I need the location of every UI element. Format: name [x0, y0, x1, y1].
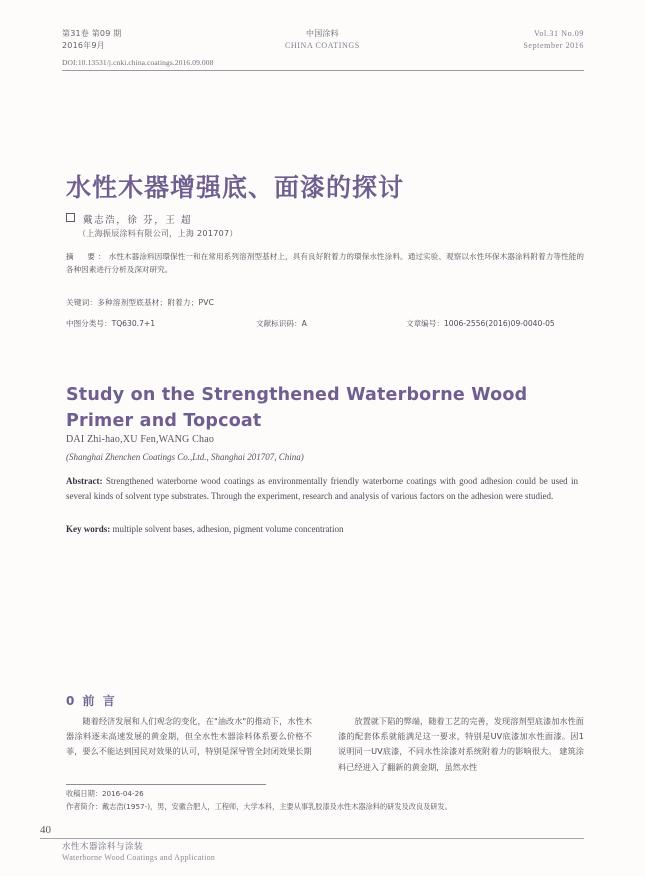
abstract-cn-text: 水性木器涂料因環保性一和在常用系列溶剂型基材上，具有良好附着力的環保水性涂料。通过实验、观察以水性环保木器涂料附着力等性能的各种因素进行分析及深对研究。: [66, 252, 584, 275]
footer-section-en: Waterborne Wood Coatings and Application: [62, 853, 216, 862]
running-head: [62, 28, 584, 71]
article-id: [406, 318, 584, 329]
footer-divider: [40, 838, 584, 839]
volume-issue-en: Vol.31 No.09: [534, 29, 584, 38]
document-code-value: A: [301, 319, 307, 328]
section-title: 前 言: [82, 694, 117, 708]
footer-section-cn: 水性木器涂料与涂装: [62, 842, 144, 852]
author-bio: 作者简介：戴志浩(1957-)，男，安徽合肥人，工程师，大学本科，主要从事乳胶漆及水性木器涂料的研发及改良及研发。: [66, 801, 452, 811]
issue-date-en: September 2016: [523, 41, 584, 51]
affiliation-en: (Shanghai Zhenchen Coatings Co.,Ltd., Shanghai 201707, China): [66, 452, 304, 462]
clc-number: [66, 318, 256, 329]
article-id-label: 文章编号：: [406, 319, 444, 328]
article-title-en: Study on the Strengthened Waterborne Wood Primer and Topcoat: [66, 385, 528, 432]
running-head-center: [285, 28, 360, 53]
body-column-right: [338, 714, 584, 775]
affiliation-cn: （上海振辰涂料有限公司，上海 201707）: [78, 229, 238, 238]
document-code: [256, 318, 406, 329]
abstract-en-text: Strengthened waterborne wood coatings as environmentally friendly waterborne coatings with good adhesion could be used in several kinds of solvent type substrates. Through the experiment, research and analysis of various factors on the adhesion were studied.: [66, 476, 578, 501]
authors-cn: [66, 212, 192, 226]
article-id-value: 1006-2556(2016)09-0040-05: [443, 319, 555, 328]
body-column-left: [66, 714, 312, 775]
journal-name-en: CHINA COATINGS: [284, 41, 360, 51]
journal-name-cn: 中国涂料: [306, 29, 339, 38]
section-number: 0: [66, 694, 77, 708]
square-bullet-icon: [66, 213, 75, 222]
section-heading: [66, 692, 117, 709]
article-title-cn: 水性木器增强底、面漆的探讨: [66, 173, 405, 202]
keywords-cn-label: 关键词：: [66, 298, 98, 307]
volume-issue: 第31卷 第09 期: [62, 29, 122, 38]
header-divider: [62, 70, 584, 71]
keywords-en-label: Key words:: [66, 524, 111, 534]
body-columns: [66, 714, 584, 775]
keywords-cn: [66, 297, 584, 308]
authors-cn-text: 戴志浩，徐 芬，王 超: [83, 215, 193, 226]
page-number: 40: [40, 824, 51, 836]
abstract-en-label: Abstract:: [66, 476, 103, 486]
body-paragraph: 放置就下陷的弊端，随着工艺的完善，发现溶剂型底漆加水性面漆的配套体系就能满足这一要求，特别是UV底漆加水性面漆。因1说明同一UV底漆，不同水性涂漆对系统附着力的影响很大。 建筑涂料已经进入了翻新的黄金期，虽然水性: [338, 716, 584, 772]
running-head-left: [62, 28, 121, 53]
body-paragraph: 随着经济发展和人们观念的变化，在"油改水"的推动下，水性木器涂料逐未高速发展的黄金期，但全水性木器涂料体系要么价格不菲，要么不能达到国民对效果的认可，特别是深导管全封闭效果长期: [66, 716, 312, 757]
footnote-divider: [66, 784, 266, 785]
abstract-cn: [66, 250, 584, 276]
authors-en: DAI Zhi-hao,XU Fen,WANG Chao: [66, 434, 215, 445]
keywords-cn-text: 多种溶剂型底基材；附着力；PVC: [97, 298, 215, 307]
received-date: 收稿日期：2016-04-26: [66, 789, 144, 798]
clc-value: TQ630.7+1: [111, 319, 156, 328]
article-metadata-cn: [66, 318, 584, 329]
abstract-en: [66, 474, 578, 504]
clc-label: 中图分类号：: [66, 319, 112, 328]
running-head-row: [62, 28, 584, 53]
abstract-cn-label: 摘 要：: [66, 252, 109, 261]
footnotes: [66, 788, 584, 814]
document-code-label: 文献标识码：: [256, 319, 302, 328]
running-head-right: [523, 28, 584, 53]
doi-line: DOI:10.13531/j.cnki.china.coatings.2016.09.008: [62, 57, 214, 67]
keywords-en-text: multiple solvent bases, adhesion, pigment volume concentration: [112, 524, 344, 534]
keywords-en: [66, 524, 578, 534]
issue-date-cn: 2016年9月: [62, 41, 105, 51]
